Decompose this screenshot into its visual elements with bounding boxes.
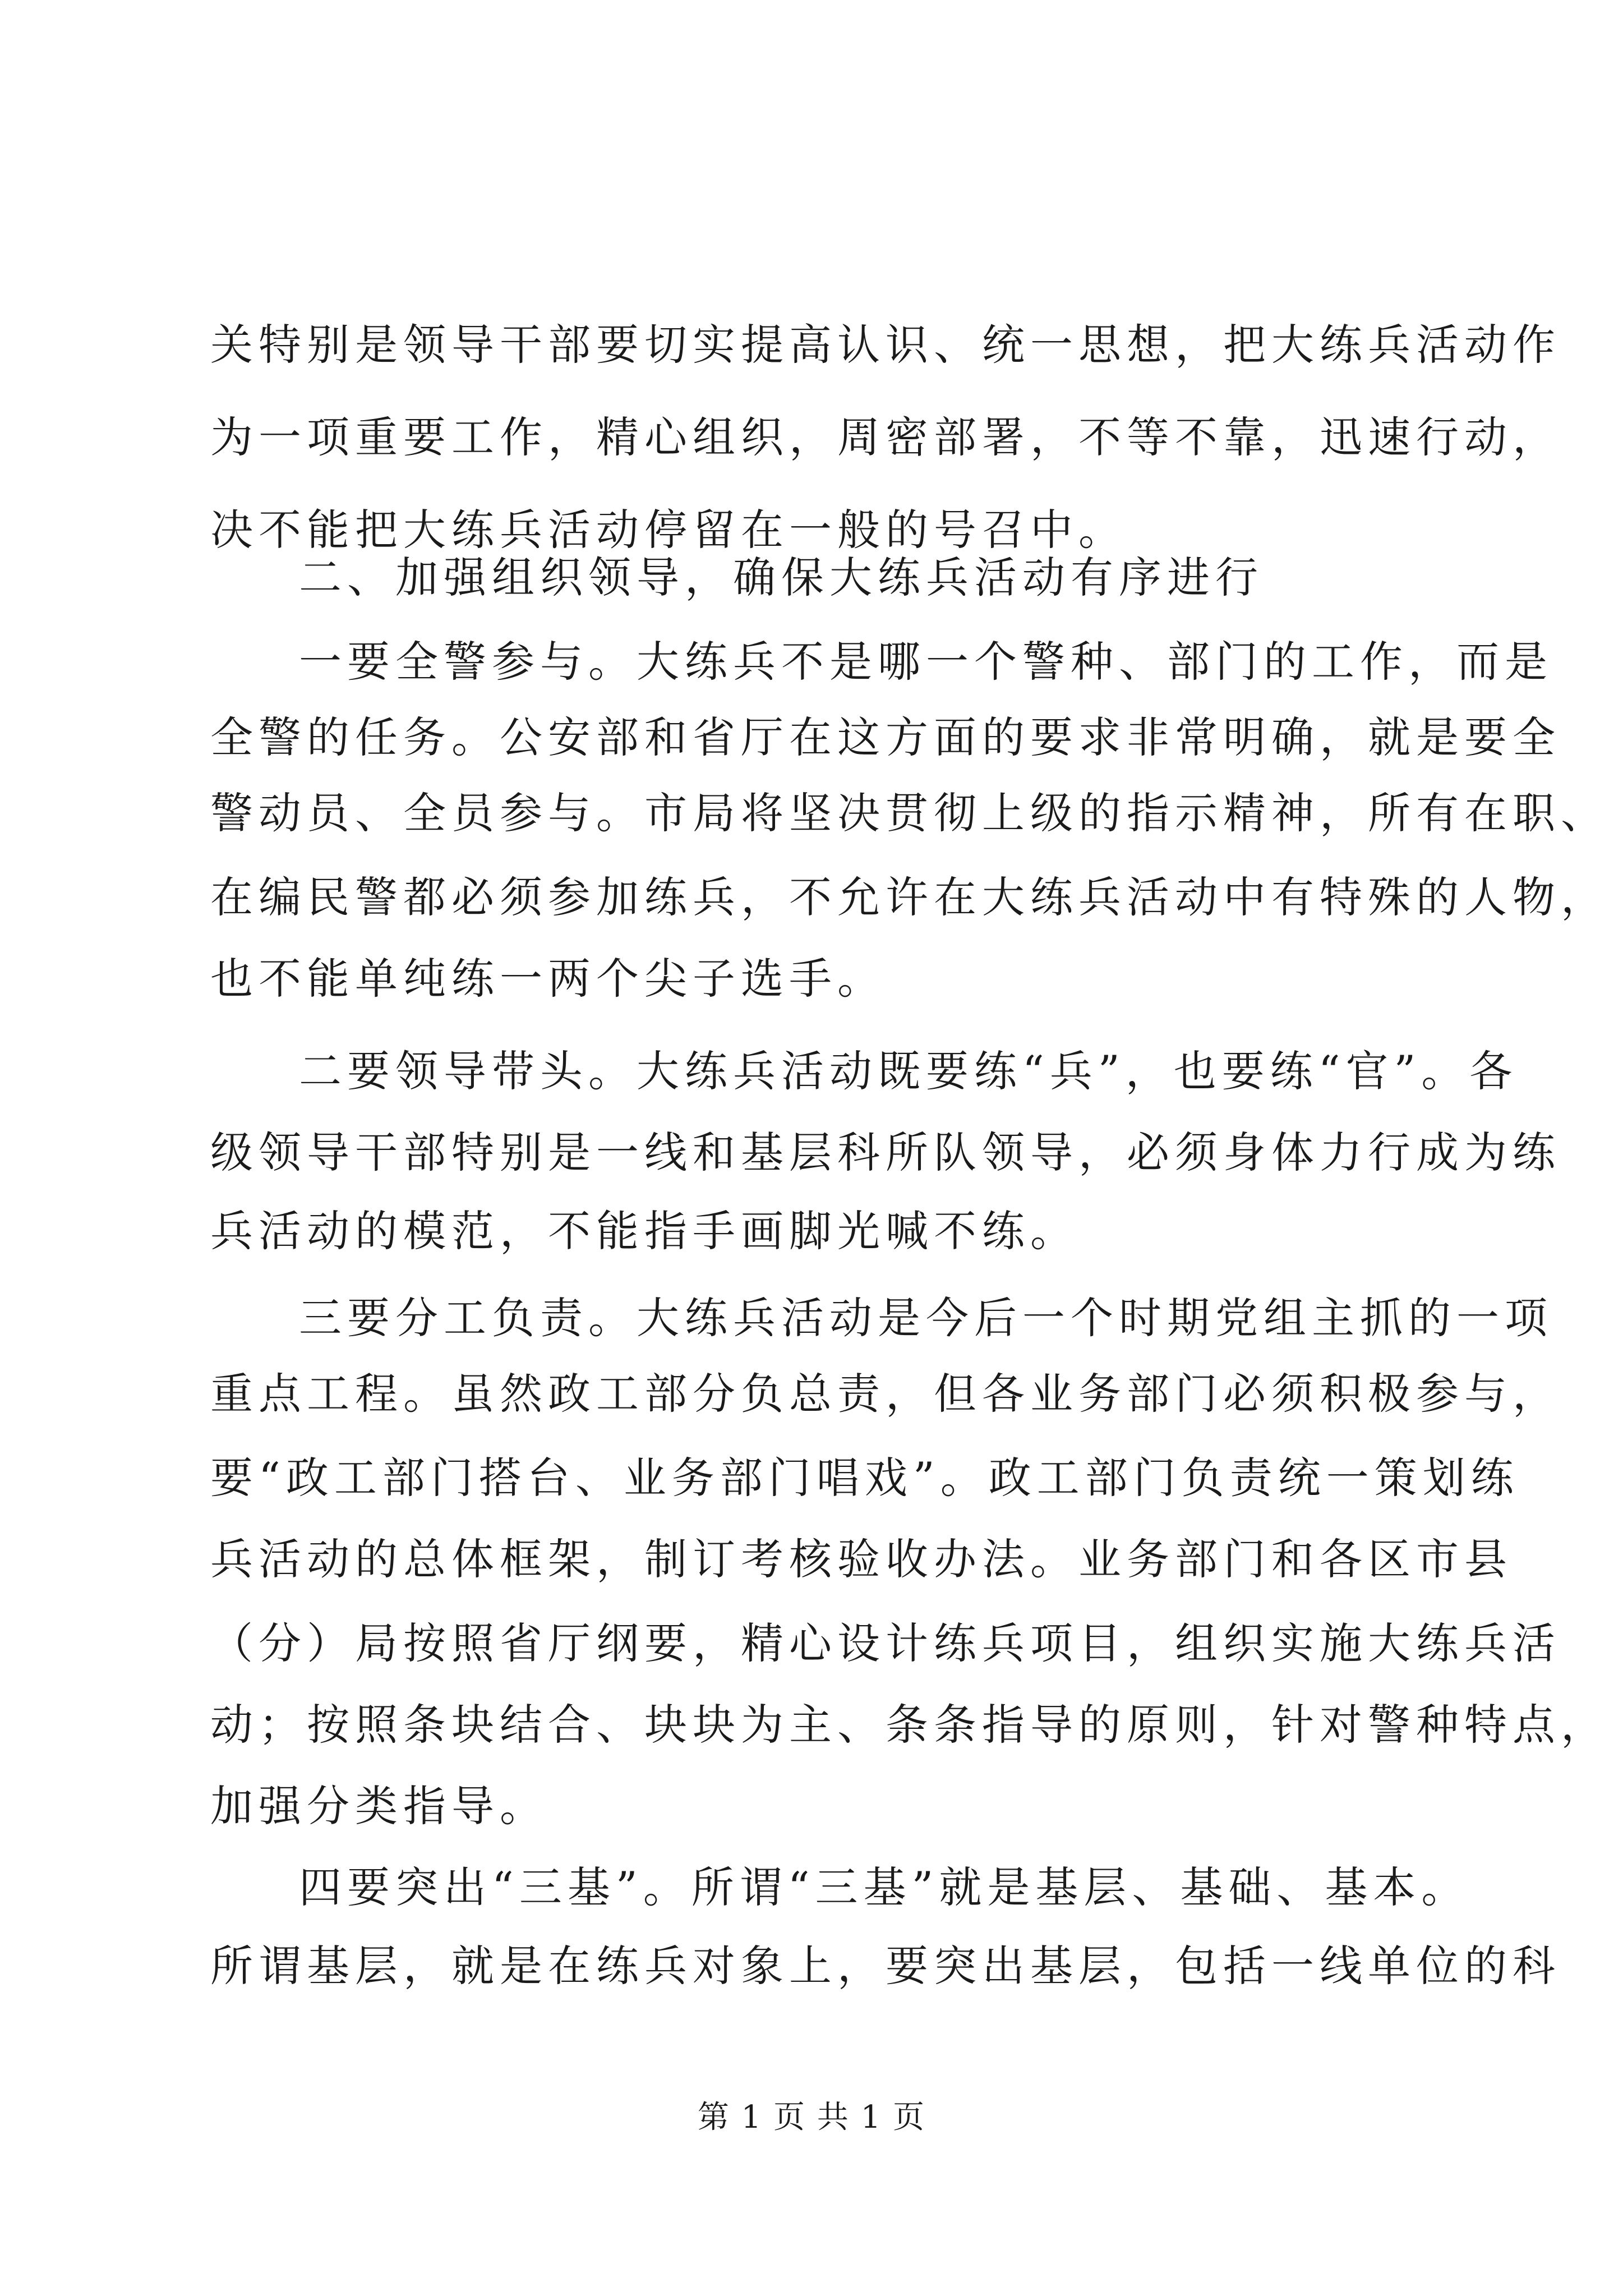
- text-line-18: 动；按照条块结合、块块为主、条条指导的原则，针对警种特点，: [210, 1700, 1609, 1750]
- text-line-7: 警动员、全员参与。市局将坚决贯彻上级的指示精神，所有在职、: [210, 788, 1609, 838]
- page-footer: 第 1 页 共 1 页: [697, 2099, 926, 2136]
- text-line-2: 为一项重要工作，精心组织，周密部署，不等不靠，迅速行动，: [210, 412, 1561, 462]
- text-line-1: 关特别是领导干部要切实提高认识、统一思想，把大练兵活动作: [210, 320, 1561, 370]
- text-line-3: 决不能把大练兵活动停留在一般的号召中。: [210, 505, 1127, 555]
- text-line-17: （分）局按照省厅纲要，精心设计练兵项目，组织实施大练兵活: [210, 1618, 1561, 1668]
- text-line-10: 二要领导带头。大练兵活动既要练“兵”，也要练“官”。各: [299, 1046, 1518, 1096]
- text-line-19: 加强分类指导。: [210, 1781, 548, 1831]
- text-line-15: 要“政工部门搭台、业务部门唱戏”。政工部门负责统一策划练: [210, 1453, 1519, 1503]
- text-line-14: 重点工程。虽然政工部分负总责，但各业务部门必须积极参与，: [210, 1369, 1561, 1419]
- text-line-11: 级领导干部特别是一线和基层科所队领导，必须身体力行成为练: [210, 1128, 1561, 1177]
- text-line-20: 四要突出“三基”。所谓“三基”就是基层、基础、基本。: [299, 1862, 1470, 1912]
- text-line-9: 也不能单纯练一两个尖子选手。: [210, 954, 886, 1004]
- text-line-16: 兵活动的总体框架，制订考核验收办法。业务部门和各区市县: [210, 1534, 1513, 1584]
- section-heading: 二、加强组织领导，确保大练兵活动有序进行: [299, 553, 1264, 602]
- text-line-8: 在编民警都必须参加练兵，不允许在大练兵活动中有特殊的人物，: [210, 872, 1609, 922]
- text-line-5: 一要全警参与。大练兵不是哪一个警种、部门的工作，而是: [299, 637, 1553, 687]
- text-line-21: 所谓基层，就是在练兵对象上，要突出基层，包括一线单位的科: [210, 1941, 1561, 1991]
- text-line-6: 全警的任务。公安部和省厅在这方面的要求非常明确，就是要全: [210, 712, 1561, 762]
- text-line-12: 兵活动的模范，不能指手画脚光喊不练。: [210, 1206, 1078, 1256]
- text-line-13: 三要分工负责。大练兵活动是今后一个时期党组主抓的一项: [299, 1293, 1553, 1343]
